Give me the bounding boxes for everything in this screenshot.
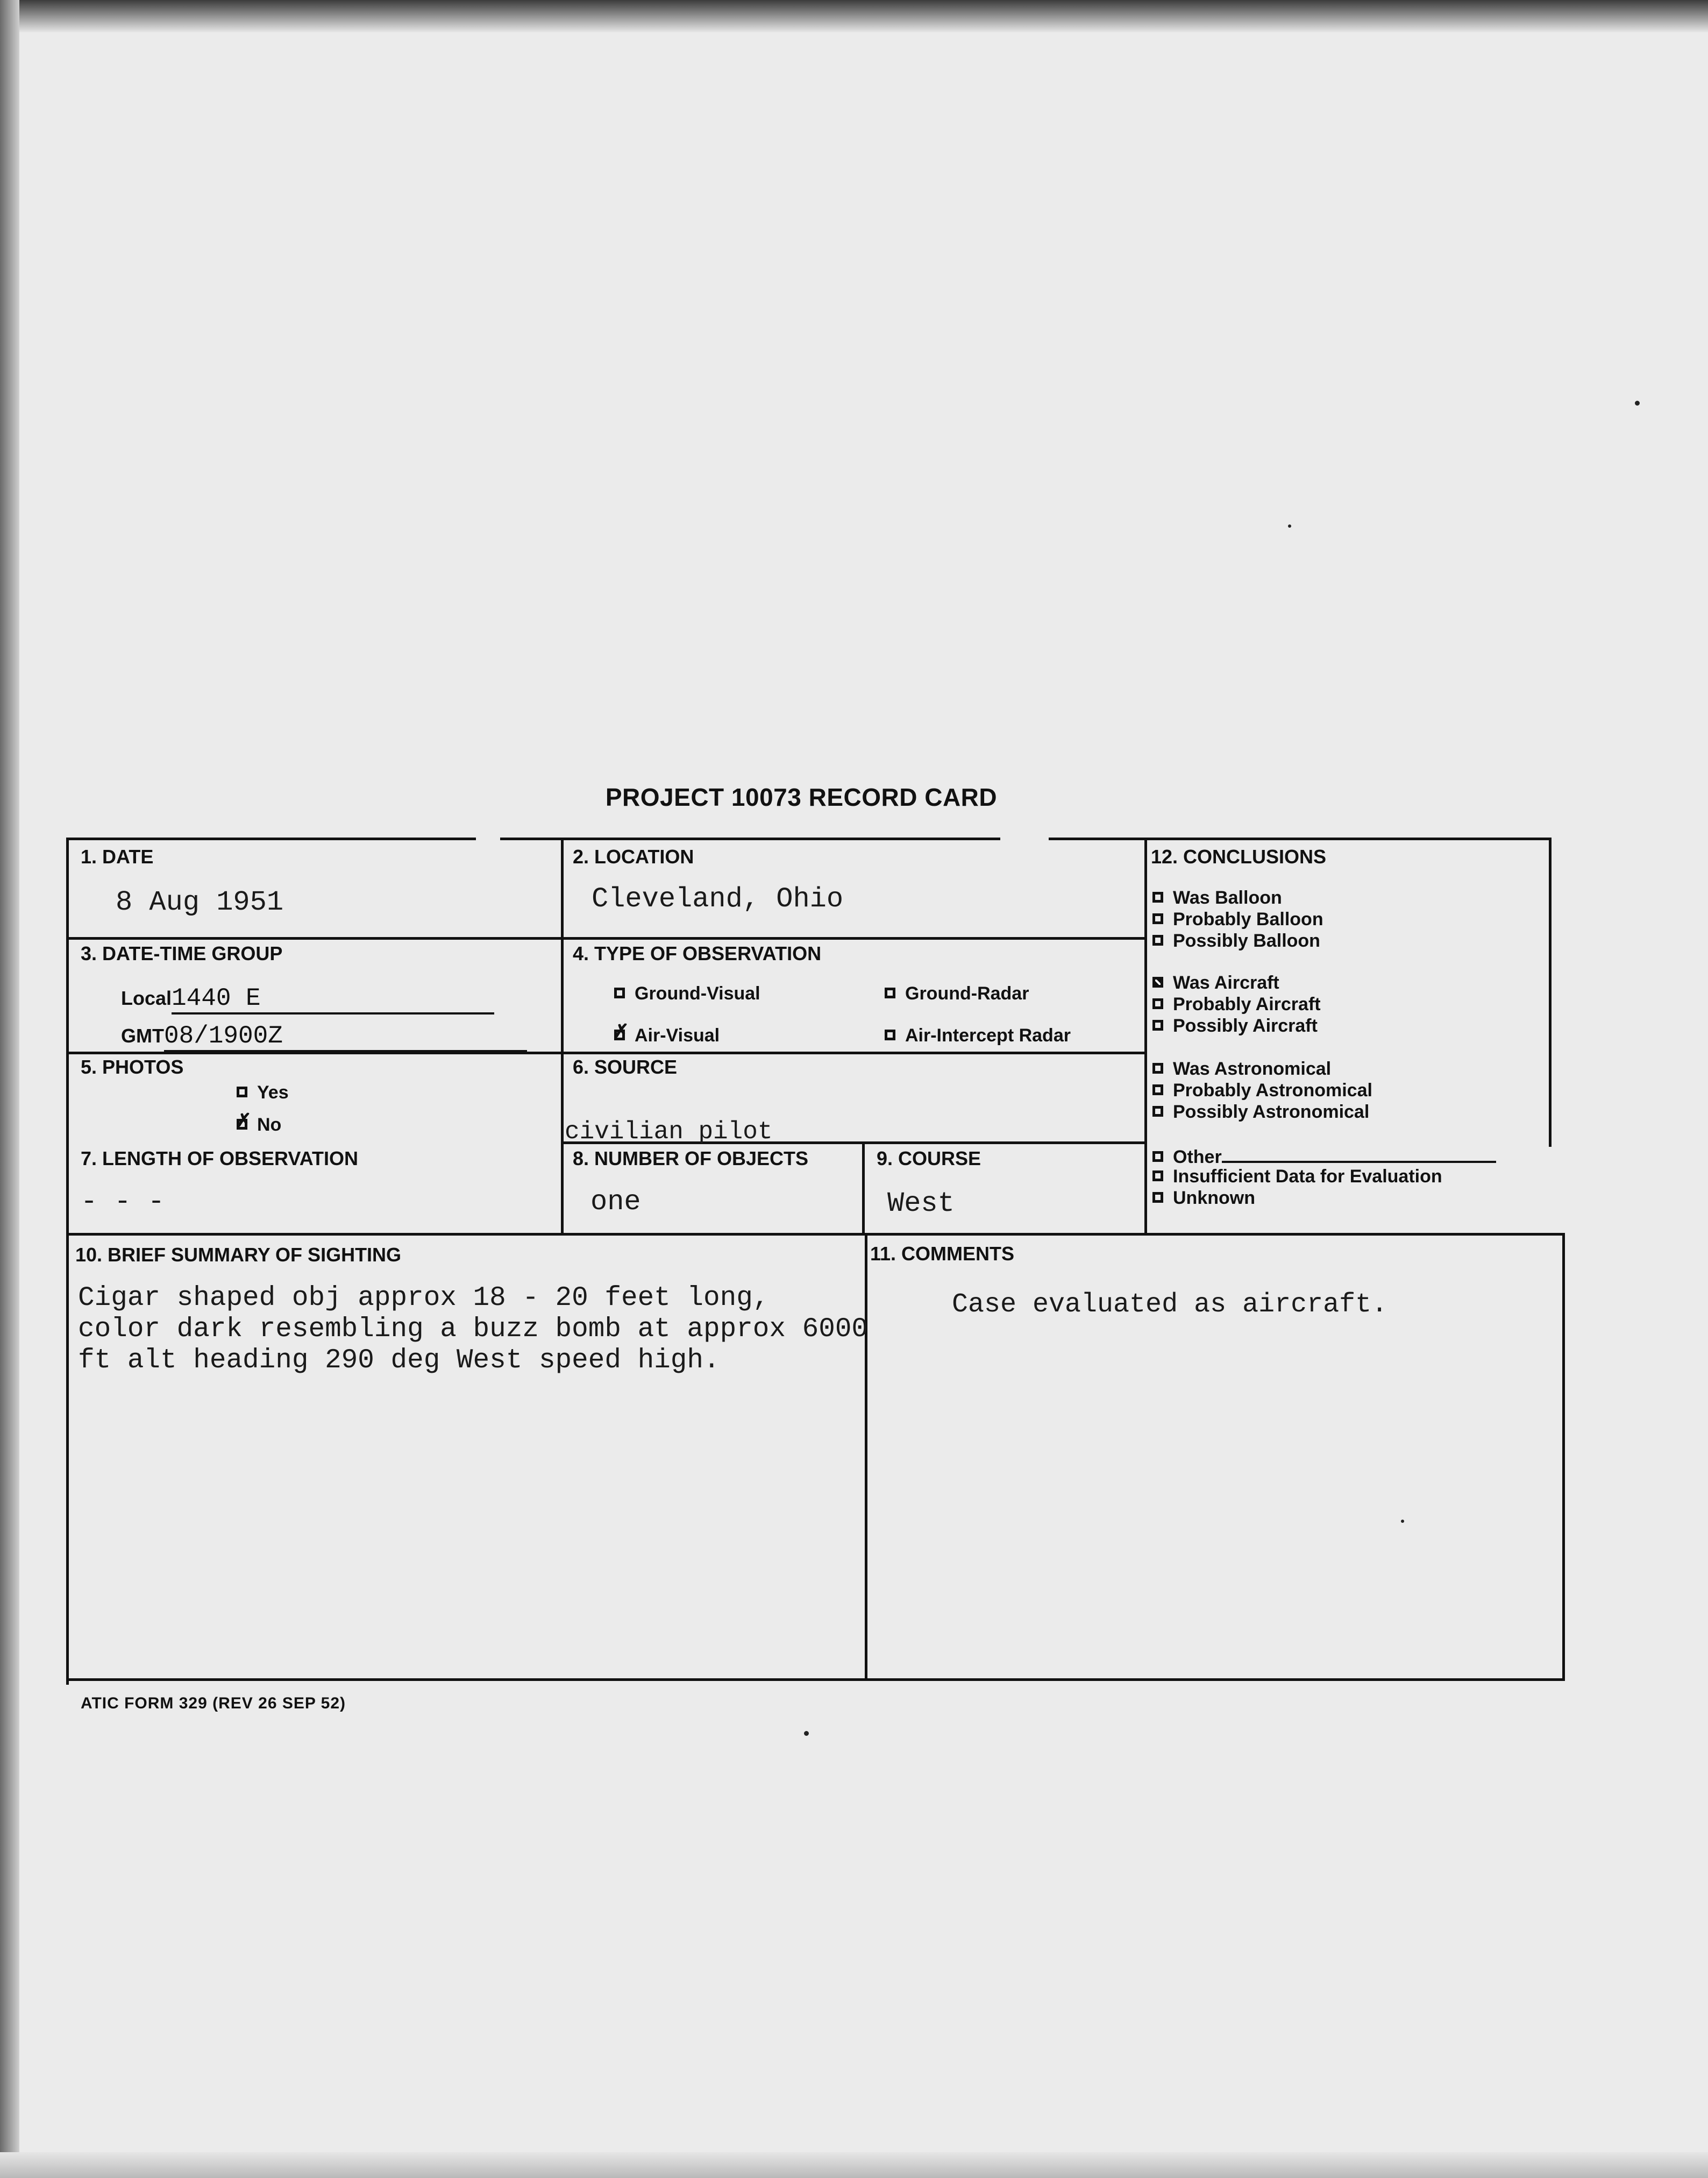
table-border-top bbox=[500, 838, 1000, 840]
conclusion-possibly-astronomical[interactable]: Possibly Astronomical bbox=[1152, 1102, 1369, 1123]
checkbox-icon[interactable] bbox=[1152, 1106, 1163, 1117]
summary-line: Cigar shaped obj approx 18 - 20 feet long, bbox=[78, 1283, 770, 1314]
row-divider bbox=[66, 1233, 1565, 1236]
checkbox-icon[interactable] bbox=[1152, 913, 1163, 924]
scan-speck bbox=[1635, 401, 1640, 406]
number-of-objects-value: one bbox=[590, 1186, 641, 1218]
observation-option-ground-visual[interactable]: Ground-Visual bbox=[614, 983, 760, 1004]
checkbox-icon[interactable] bbox=[1152, 1063, 1163, 1074]
comments-label: 11. COMMENTS bbox=[870, 1243, 1015, 1265]
local-time-field bbox=[121, 984, 494, 1014]
checkbox-icon[interactable] bbox=[1152, 1192, 1163, 1203]
course-value: West bbox=[887, 1188, 955, 1219]
source-label: 6. SOURCE bbox=[573, 1056, 678, 1078]
column-divider bbox=[862, 1141, 865, 1233]
local-time-value: 1440 E bbox=[172, 984, 261, 1012]
table-border-top bbox=[1049, 838, 1552, 840]
table-border-bottom bbox=[66, 1678, 1565, 1681]
row-divider bbox=[66, 937, 1144, 940]
conclusion-probably-balloon[interactable]: Probably Balloon bbox=[1152, 909, 1323, 930]
observation-option-air-intercept-radar[interactable]: Air-Intercept Radar bbox=[885, 1025, 1071, 1046]
conclusions-label: 12. CONCLUSIONS bbox=[1151, 846, 1327, 868]
conclusion-was-astronomical[interactable]: Was Astronomical bbox=[1152, 1059, 1331, 1080]
length-of-observation-label: 7. LENGTH OF OBSERVATION bbox=[81, 1147, 359, 1169]
observation-option-air-visual[interactable]: ✗ Air-Visual bbox=[614, 1021, 720, 1046]
scan-speck bbox=[804, 1731, 809, 1736]
scan-speck bbox=[1401, 1520, 1404, 1523]
conclusion-probably-astronomical[interactable]: Probably Astronomical bbox=[1152, 1080, 1372, 1101]
checkbox-icon[interactable] bbox=[1152, 1084, 1163, 1095]
date-value: 8 Aug 1951 bbox=[116, 886, 284, 918]
checkbox-icon[interactable] bbox=[1152, 1170, 1163, 1181]
checkbox-icon[interactable] bbox=[1152, 892, 1163, 903]
scan-edge-left bbox=[0, 0, 19, 2178]
location-value: Cleveland, Ohio bbox=[592, 883, 844, 915]
conclusion-possibly-balloon[interactable]: Possibly Balloon bbox=[1152, 931, 1320, 952]
location-label: 2. LOCATION bbox=[573, 846, 694, 868]
checkbox-icon[interactable] bbox=[237, 1087, 247, 1097]
checkbox-icon[interactable] bbox=[885, 988, 895, 998]
checkbox-icon[interactable] bbox=[1152, 935, 1163, 946]
column-divider bbox=[561, 838, 564, 1233]
date-label: 1. DATE bbox=[81, 846, 154, 868]
checkbox-icon[interactable] bbox=[614, 988, 625, 998]
conclusion-was-balloon[interactable]: Was Balloon bbox=[1152, 888, 1282, 909]
number-of-objects-label: 8. NUMBER OF OBJECTS bbox=[573, 1147, 809, 1169]
checked-checkbox-icon[interactable]: ✗ bbox=[614, 1021, 629, 1042]
summary-label: 10. BRIEF SUMMARY OF SIGHTING bbox=[75, 1244, 402, 1266]
column-divider bbox=[865, 1233, 867, 1678]
checked-checkbox-icon[interactable]: ✗ bbox=[236, 1110, 252, 1131]
course-label: 9. COURSE bbox=[877, 1147, 981, 1169]
summary-line: color dark resembling a buzz bomb at approx 6000 bbox=[78, 1314, 869, 1345]
gmt-time-value: 08/1900Z bbox=[163, 1022, 283, 1050]
comments-value: Case evaluated as aircraft. bbox=[952, 1289, 1388, 1320]
photos-option-no[interactable]: ✗ No bbox=[236, 1110, 282, 1135]
conclusions-divider bbox=[1144, 838, 1147, 1233]
conclusion-other[interactable]: Other bbox=[1152, 1145, 1496, 1168]
checked-checkbox-icon[interactable] bbox=[1152, 977, 1163, 988]
table-border-top bbox=[67, 838, 476, 840]
local-prefix: Local bbox=[121, 987, 172, 1009]
checkbox-icon[interactable] bbox=[1152, 998, 1163, 1009]
table-border-left bbox=[66, 838, 69, 1685]
scan-edge-top bbox=[0, 0, 1708, 32]
photos-label: 5. PHOTOS bbox=[81, 1056, 184, 1078]
checkbox-icon[interactable] bbox=[1152, 1020, 1163, 1031]
conclusion-insufficient-data[interactable]: Insufficient Data for Evaluation bbox=[1152, 1166, 1442, 1187]
type-of-observation-label: 4. TYPE OF OBSERVATION bbox=[573, 942, 822, 964]
length-of-observation-value: - - - bbox=[81, 1186, 165, 1218]
conclusion-was-aircraft[interactable]: Was Aircraft bbox=[1152, 973, 1279, 994]
gmt-prefix: GMT bbox=[121, 1025, 164, 1047]
conclusion-unknown[interactable]: Unknown bbox=[1152, 1188, 1255, 1209]
scan-speck bbox=[1288, 524, 1291, 528]
gmt-time-field bbox=[121, 1022, 527, 1052]
source-value: civilian pilot bbox=[565, 1118, 773, 1146]
form-number: ATIC FORM 329 (REV 26 SEP 52) bbox=[81, 1694, 346, 1712]
conclusion-probably-aircraft[interactable]: Probably Aircraft bbox=[1152, 994, 1321, 1015]
date-time-group-label: 3. DATE-TIME GROUP bbox=[81, 942, 283, 964]
form-title: PROJECT 10073 RECORD CARD bbox=[605, 783, 998, 811]
conclusion-possibly-aircraft[interactable]: Possibly Aircraft bbox=[1152, 1016, 1318, 1037]
checkbox-icon[interactable] bbox=[1152, 1151, 1163, 1162]
photos-option-yes[interactable]: Yes bbox=[237, 1082, 289, 1103]
scan-edge-bottom bbox=[0, 2152, 1708, 2178]
table-border-right bbox=[1562, 1233, 1565, 1679]
conclusions-border-right bbox=[1549, 838, 1552, 1147]
observation-option-ground-radar[interactable]: Ground-Radar bbox=[885, 983, 1029, 1004]
checkbox-icon[interactable] bbox=[885, 1030, 895, 1040]
summary-line: ft alt heading 290 deg West speed high. bbox=[78, 1345, 720, 1376]
